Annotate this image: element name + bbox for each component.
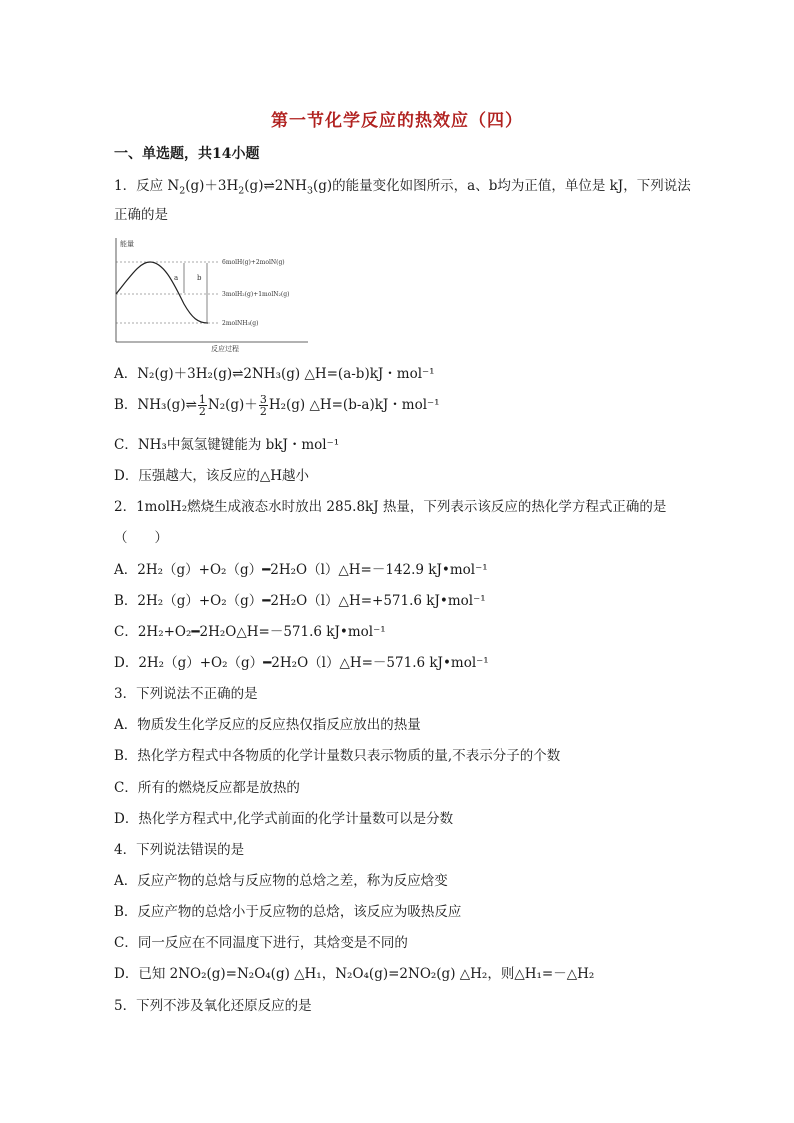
q2-stem: 2．1molH₂燃烧生成液态水时放出 285.8kJ 热量，下列表示该反应的热化学方程式正确的是 xyxy=(114,499,667,515)
page-title: 第一节化学反应的热效应（四） xyxy=(271,111,523,131)
q1-option-a: A．N₂(g)＋3H₂(g)⇌2NH₃(g) △H=(a-b)kJ・mol⁻¹ xyxy=(114,366,435,382)
q2-option-d: D．2H₂（g）+O₂（g）━2H₂O（l）△H=－571.6 kJ•mol⁻¹ xyxy=(114,655,489,671)
q1-option-b: B．NH₃(g)⇌ $\frac{1}{2}$ N₂(g)＋ $\frac{3}{2}$ H₂(g) △H=(b-a)kJ・mol⁻¹ xyxy=(114,393,440,418)
q4-option-b: B．反应产物的总焓小于反应物的总焓，该反应为吸热反应 xyxy=(114,904,462,920)
q3-option-b: B．热化学方程式中各物质的化学计量数只表示物质的量,不表示分子的个数 xyxy=(114,748,561,764)
level-top-label: 6molH(g)+2molN(g) xyxy=(222,259,285,266)
q1-stem: 1．反应 $N_2(g)+3H_2(g)\rightleftharpoons 2NH_3(g)$的能量变化如图所示，a、b均为正值，单位是 kJ，下列说法 xyxy=(114,178,691,197)
q1-stem-line2: 正确的是 xyxy=(114,207,168,223)
q4-option-d: D．已知 2NO₂(g)=N₂O₄(g) △H₁，N₂O₄(g)=2NO₂(g) △H₂，则△H₁=－△H₂ xyxy=(114,966,595,982)
q4-option-c: C．同一反应在不同温度下进行，其焓变是不同的 xyxy=(114,935,408,951)
q2-paren: （ ） xyxy=(114,530,168,546)
section-heading: 一、单选题，共14小题 xyxy=(114,146,260,162)
level-bottom-label: 2molNH₃(g) xyxy=(222,320,259,327)
label-b: b xyxy=(197,274,202,282)
x-axis-label: 反应过程 xyxy=(211,345,239,353)
q3-option-d: D．热化学方程式中,化学式前面的化学计量数可以是分数 xyxy=(114,811,454,827)
q5-stem: 5．下列不涉及氧化还原反应的是 xyxy=(114,998,312,1014)
level-mid-label: 3molH₂(g)+1molN₂(g) xyxy=(222,291,290,298)
q4-stem: 4．下列说法错误的是 xyxy=(114,842,245,858)
q2-option-c: C．2H₂+O₂━2H₂O△H=－571.6 kJ•mol⁻¹ xyxy=(114,624,386,640)
q4-option-a: A．反应产物的总焓与反应物的总焓之差，称为反应焓变 xyxy=(114,873,448,889)
energy-diagram xyxy=(112,234,312,354)
q1-option-d: D．压强越大，该反应的△H越小 xyxy=(114,468,309,484)
label-a: a xyxy=(174,274,179,282)
q3-stem: 3．下列说法不正确的是 xyxy=(114,686,258,702)
q2-option-a: A．2H₂（g）+O₂（g）━2H₂O（l）△H=－142.9 kJ•mol⁻¹ xyxy=(114,562,488,578)
y-axis-label: 能量 xyxy=(120,240,134,248)
q1-option-c: C．NH₃中氮氢键键能为 bkJ・mol⁻¹ xyxy=(114,437,340,453)
q3-option-a: A．物质发生化学反应的反应热仅指反应放出的热量 xyxy=(114,717,421,733)
q3-option-c: C．所有的燃烧反应都是放热的 xyxy=(114,780,300,796)
q2-option-b: B．2H₂（g）+O₂（g）━2H₂O（l）△H=+571.6 kJ•mol⁻¹ xyxy=(114,593,486,609)
